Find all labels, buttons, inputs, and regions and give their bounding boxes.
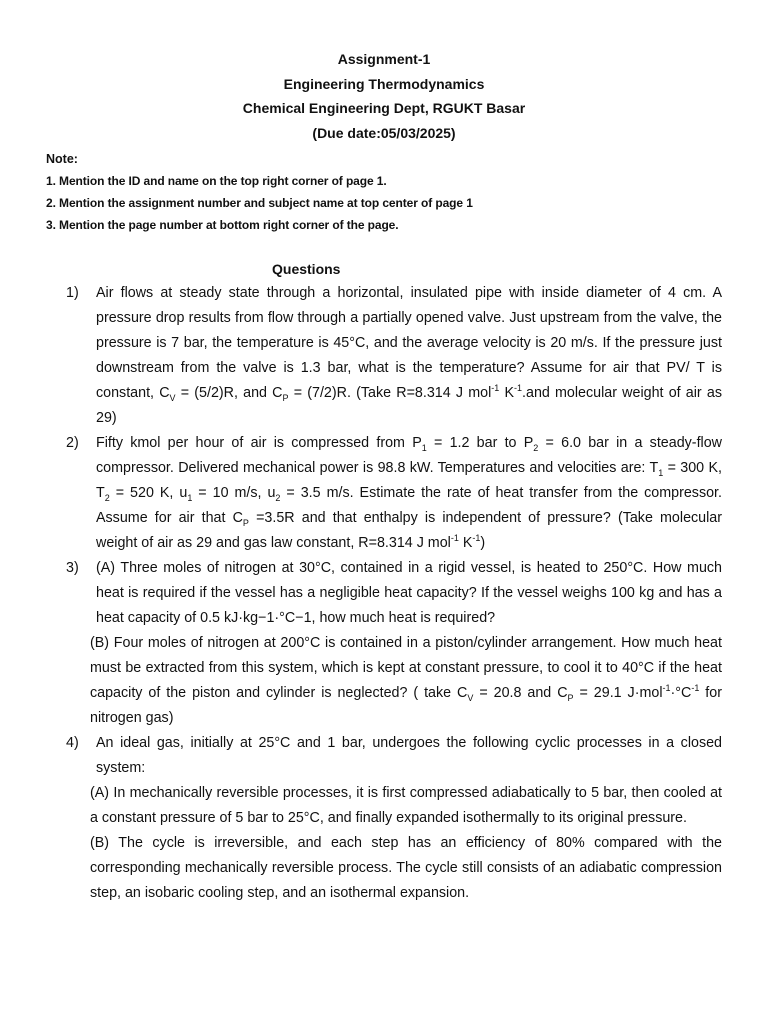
note-item: 2. Mention the assignment number and subject name at top center of page 1 (46, 196, 473, 210)
note-label: Note: (46, 152, 78, 166)
question-3 (0, 556, 768, 731)
assignment-title: Assignment-1 (337, 51, 431, 67)
question-2 (0, 431, 768, 556)
questions-list (0, 281, 768, 906)
question-text: Fifty kmol per hour of air is compressed from $P_1 = 1.2$ bar to $P_2 = 6.0$ bar in a steady-flow compressor. Delivered mechanical power is 98.8 kW. Temperatures and velocities are: $T_1 = 300$ K, $T_2 = 520$ K, $u_1 = 10$ m/s, $u_2 = 3.5$ m/s. Estimate the rate of heat transfer from the compressor. Assume for air that $C_P =3.5R$ and that enthalpy is independent of pressure? (Take molecular weight of air as 29 and gas law constant, R=8.314 J mol$^{-1}$ $K^{-1}$) (96, 435, 723, 551)
subject-title: Engineering Thermodynamics (283, 75, 485, 92)
due-date: (Due date:05/03/2025) (312, 124, 456, 141)
question-part-b: (B) Four moles of nitrogen at 200°C is contained in a piston/cylinder arrangement. How much heat must be extracted from this system, which is kept at constant pressure, to cool it to 40°C if the heat capacity of the piston and cylinder is neglected? ( take $C_V = 20.8$ and $C_P = 29.1$ $J\cdot mol^{-1}\cdot^\circ C^{-1}$ for nitrogen gas) (90, 635, 722, 726)
department-title: Chemical Engineering Dept, RGUKT Basar (242, 100, 526, 116)
question-text: Air flows at steady state through a horizontal, insulated pipe with inside diameter of 4 cm. A pressure drop results from flow through a partially opened valve. Just upstream from the valve, the pressure is 7 bar, the temperature is 45°C, and the average velocity is 20 m/s. If the pressure just downstream from the valve is 1.3 bar, what is the temperature? Assume for air that PV/ T is constant, $C_V = (5/2)R$, and $C_P = (7/2)R$. (Take R=8.314 J mol$^{-1}$ $K^{-1}.and$ molecular weight of air as 29) (96, 285, 722, 426)
question-number: 2) (66, 435, 79, 451)
note-item: 3. Mention the page number at bottom right corner of the page. (46, 218, 399, 232)
question-part-a: (A) Three moles of nitrogen at 30°C, contained in a rigid vessel, is heated to 250°C. How much heat is required if the vessel has a negligible heat capacity? If the vessel weighs 100 kg and has a heat capacity of 0.5 kJ·kg−1·°C−1, how much heat is required? (96, 560, 722, 626)
question-number: 4) (66, 735, 79, 751)
title-block (0, 47, 768, 145)
question-part-b: (B) The cycle is irreversible, and each step has an efficiency of 80% compared with the corresponding mechanically reversible process. The cycle still consists of an adiabatic compression step, an isobaric cooling step, and an isothermal expansion. (90, 835, 722, 901)
question-number: 1) (66, 285, 79, 301)
note-item: 1. Mention the ID and name on the top right corner of page 1. (46, 174, 387, 188)
note-block (46, 148, 746, 236)
questions-heading: Questions (272, 261, 341, 277)
question-4 (0, 731, 768, 906)
question-part-a: (A) In mechanically reversible processes, it is first compressed adiabatically to 5 bar, then cooled at a constant pressure of 5 bar to 25°C, and finally expanded isothermally to its original pressure. (90, 785, 722, 826)
question-number: 3) (66, 560, 79, 576)
question-intro: An ideal gas, initially at 25°C and 1 bar, undergoes the following cyclic processes in a closed system: (96, 735, 722, 776)
question-1 (0, 281, 768, 431)
